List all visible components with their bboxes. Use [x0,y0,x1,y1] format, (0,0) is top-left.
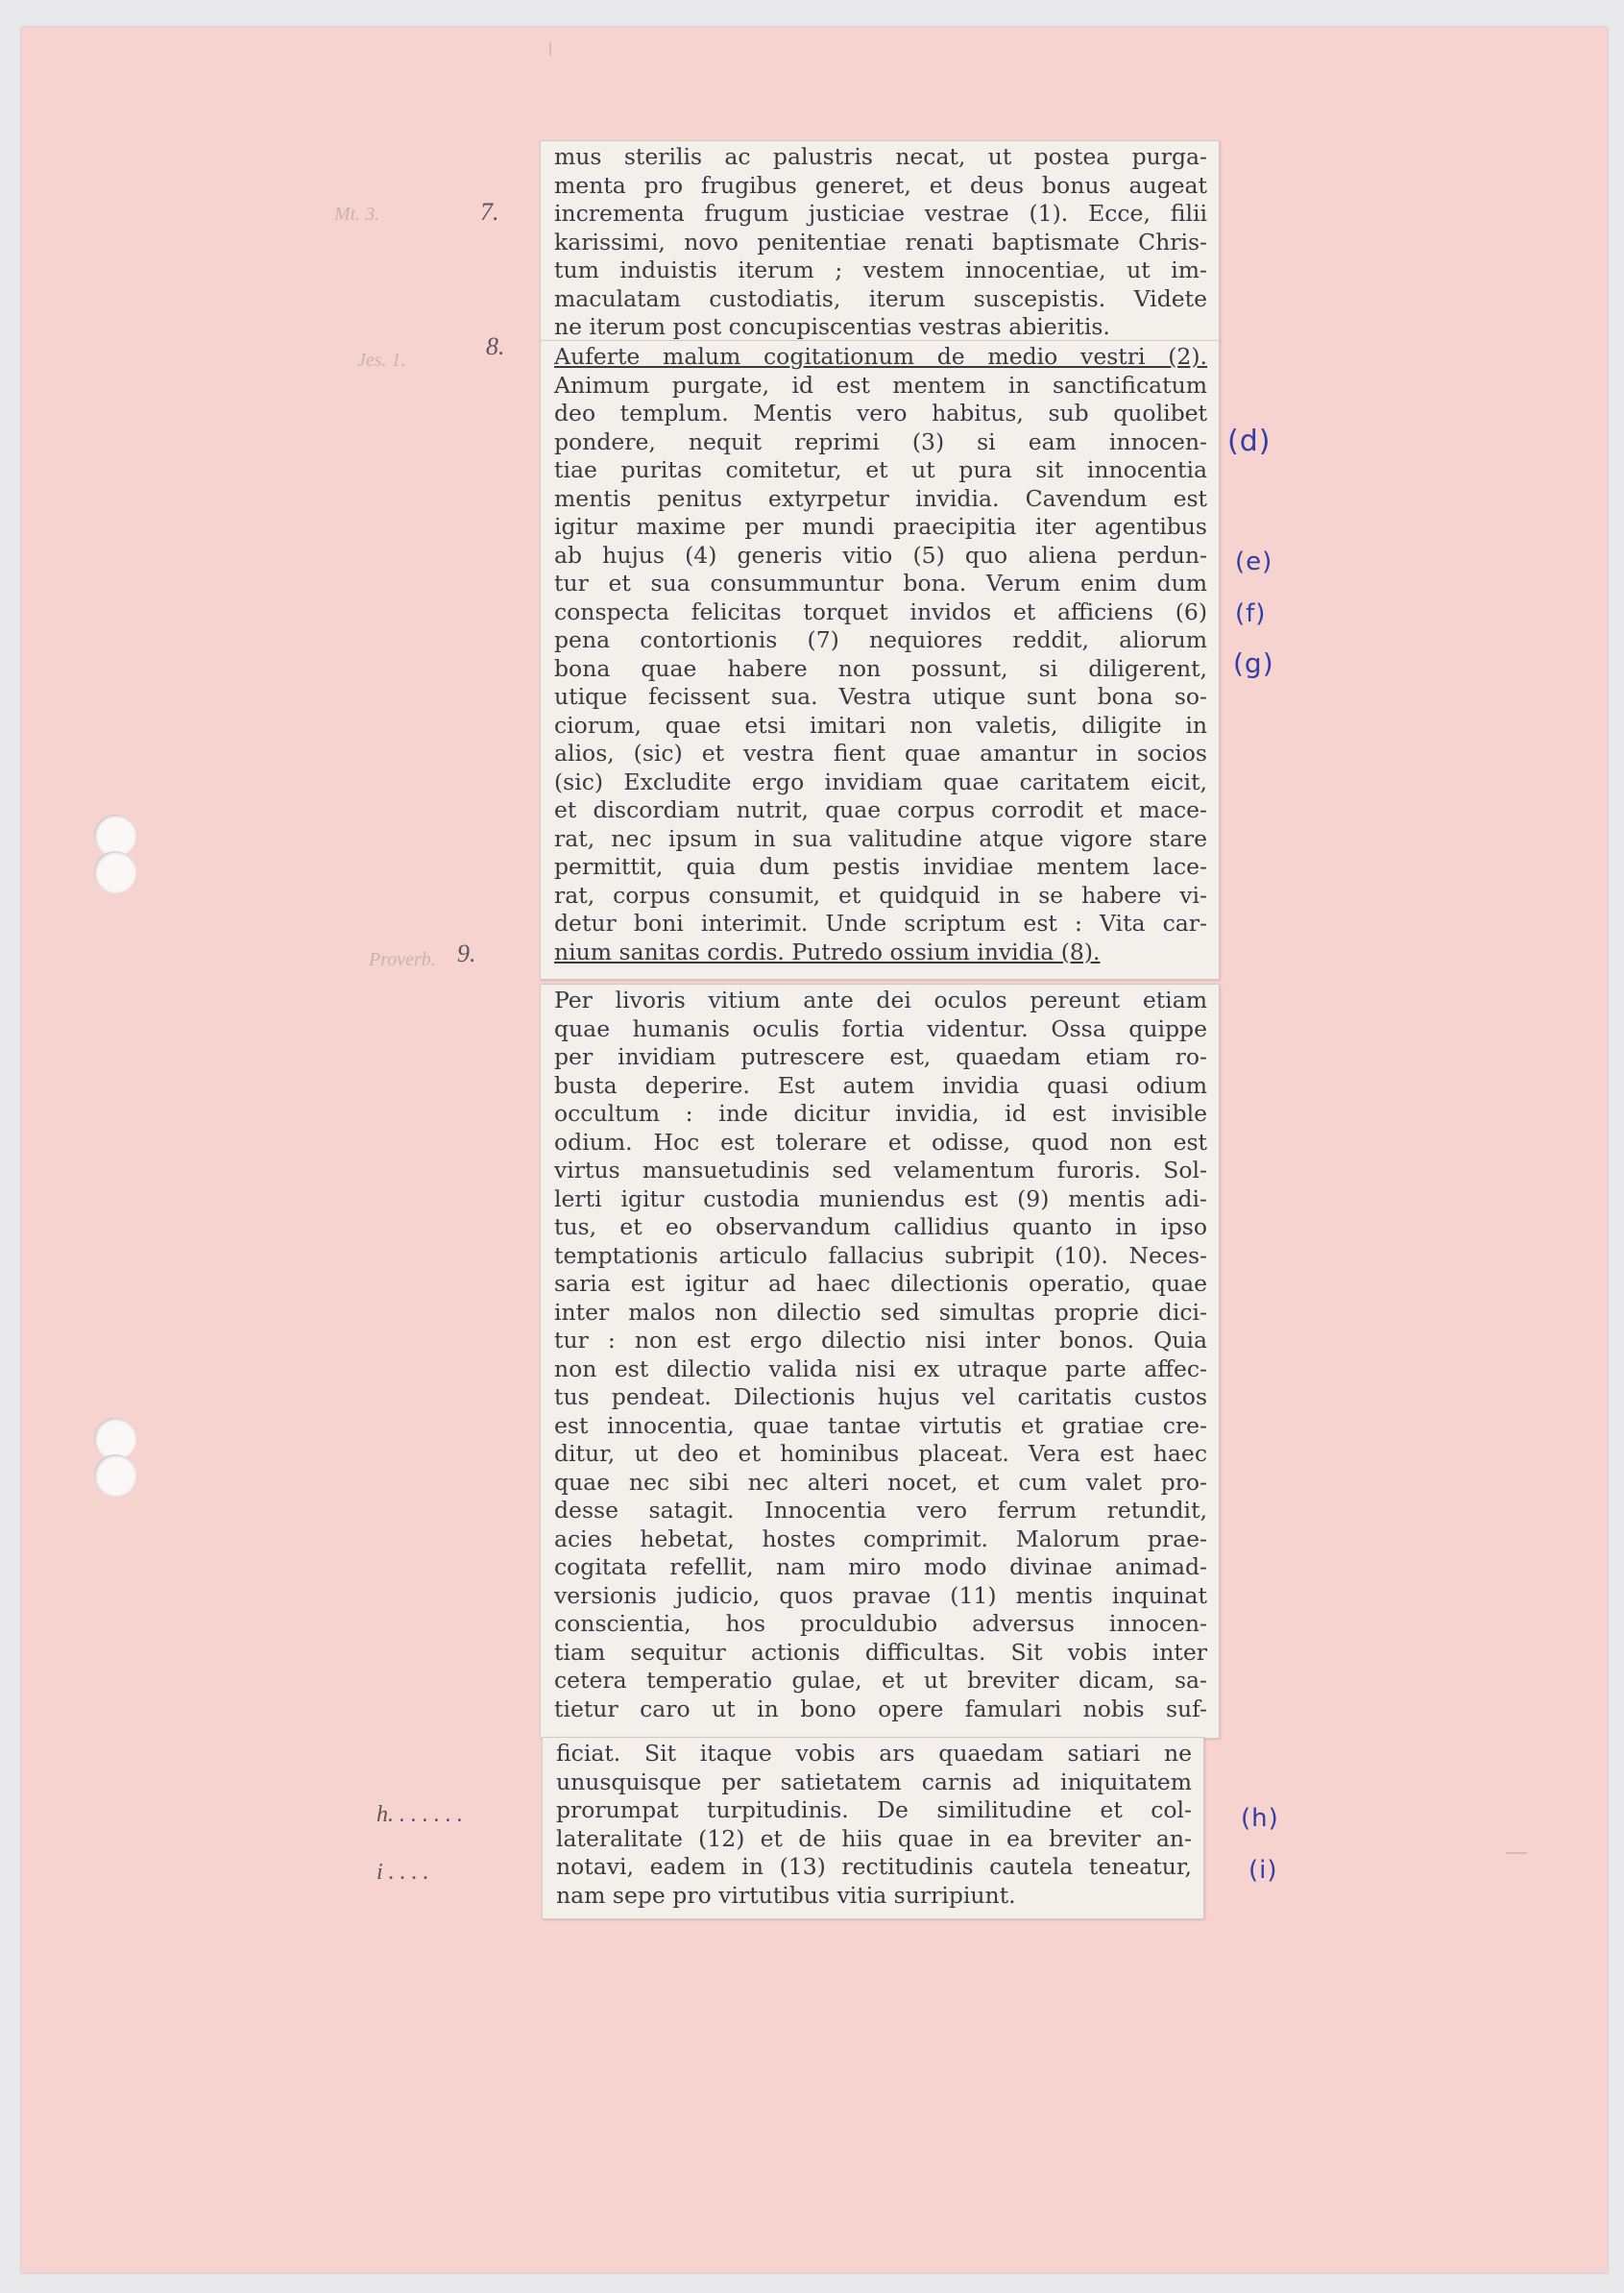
text-line: pondere, nequit reprimi (3) si eam innocen- [554,427,1207,455]
text-line: bona quae habere non possunt, si diligerent, [554,654,1207,682]
margin-note-h: h. . . . . . . [376,1802,463,1827]
text-line: mentis penitus extyrpetur invidia. Cavendum est [554,484,1207,512]
faint-margin-note: Jes. 1. [357,350,406,371]
text-clipping-1 [540,140,1220,342]
text-line: lateralitate (12) et de hiis quae in ea breviter an- [556,1824,1192,1852]
margin-note-i: i . . . . [376,1860,429,1885]
text-line: deo templum. Mentis vero habitus, sub quolibet [554,400,1207,427]
margin-ref: (g) [1233,647,1274,679]
text-line: utique fecissent sua. Vestra utique sunt bona so- [554,683,1207,710]
text-clipping-2 [540,340,1220,980]
text-line: tus pendeat. Dilectionis hujus vel caritatis custos [554,1383,1207,1410]
text-line: Auferte malum cogitationum de medio vestri (2). [554,343,1207,370]
text-line: Per livoris vitium ante dei oculos pereunt etiam [554,987,1207,1013]
margin-ref: (i) [1248,1856,1278,1885]
margin-ref: (f) [1235,599,1267,628]
text-line: detur boni interimit. Unde scriptum est : Vita car- [554,910,1207,937]
text-line: acies hebetat, hostes comprimit. Malorum prae- [554,1525,1207,1552]
text-line: saria est igitur ad haec dilectionis operatio, quae [554,1270,1207,1297]
text-line: nium sanitas cordis. Putredo ossium invidia (8). [554,938,1101,965]
text-line: mus sterilis ac palustris necat, ut postea purga- [554,143,1207,170]
text-line: inter malos non dilectio sed simultas proprie dici- [554,1298,1207,1326]
scan-speck [549,42,551,56]
text-line: quae humanis oculis fortia videntur. Ossa quippe [554,1014,1207,1042]
text-line: tum induistis iterum ; vestem innocentiae, ut im- [554,256,1207,283]
text-line: nam sepe pro virtutibus vitia surripiunt. [556,1881,1016,1909]
text-line: pena contortionis (7) nequiores reddit, aliorum [554,626,1207,653]
text-line: ciorum, quae etsi imitari non valetis, diligite in [554,711,1207,739]
text-line: permittit, quia dum pestis invidiae mentem lace- [554,853,1207,880]
text-line: ab hujus (4) generis vitio (5) quo aliena perdun- [554,541,1207,569]
text-line: ficiat. Sit itaque vobis ars quaedam satiari ne [556,1740,1192,1767]
text-clipping-4 [542,1737,1204,1919]
text-line: tietur caro ut in bono opere famulari nobis suf- [554,1695,1207,1722]
text-line: est innocentia, quae tantae virtutis et gratiae cre- [554,1411,1207,1439]
margin-ref: (e) [1235,548,1273,576]
text-line: cetera temperatio gulae, et ut breviter dicam, sa- [554,1667,1207,1694]
margin-ref: (d) [1227,425,1272,458]
text-line: versionis judicio, quos pravae (11) mentis inquinat [554,1581,1207,1609]
text-line: lerti igitur custodia muniendus est (9) mentis adi- [554,1184,1207,1212]
text-line: karissimi, novo penitentiae renati baptismate Chris- [554,228,1207,256]
text-line: virtus mansuetudinis sed velamentum furoris. Sol- [554,1157,1207,1183]
text-line: notavi, eadem in (13) rectitudinis cautela teneatur, [556,1853,1192,1880]
text-clipping-3 [540,984,1220,1739]
text-line: prorumpat turpitudinis. De similitudine et col- [556,1796,1192,1823]
text-line: Animum purgate, id est mentem in sanctificatum [554,371,1207,399]
text-line: tus, et eo observandum callidius quanto in ipso [554,1213,1207,1240]
text-line: non est dilectio valida nisi ex utraque parte affec- [554,1354,1207,1382]
text-line: rat, nec ipsum in sua valitudine atque vigore stare [554,824,1207,852]
text-line: occultum : inde dicitur invidia, id est invisible [554,1100,1207,1127]
text-line: tiae puritas comitetur, et ut pura sit innocentia [554,456,1207,483]
scan-speck [1506,1852,1527,1854]
text-line: (sic) Excludite ergo invidiam quae caritatem eicit, [554,768,1207,795]
margin-note-number: 7. [480,198,499,226]
text-line: tur et sua consummuntur bona. Verum enim dum [554,570,1207,597]
text-line: maculatam custodiatis, iterum suscepistis. Videte [554,284,1207,312]
text-line: per invidiam putrescere est, quaedam etiam ro- [554,1043,1207,1070]
text-line: unusquisque per satietatem carnis ad iniquitatem [556,1768,1192,1795]
text-line: menta pro frugibus generet, et deus bonus augeat [554,171,1207,199]
text-line: rat, corpus consumit, et quidquid in se habere vi- [554,881,1207,909]
text-line: igitur maxime per mundi praecipitia iter agentibus [554,513,1207,540]
text-line: odium. Hoc est tolerare et odisse, quod non est [554,1128,1207,1156]
margin-note-number: 9. [457,939,476,967]
text-line: desse satagit. Innocentia vero ferrum retundit, [554,1497,1207,1524]
text-line: conscientia, hos proculdubio adversus innocen- [554,1610,1207,1637]
text-line: incrementa frugum justiciae vestrae (1). Ecce, filii [554,200,1207,227]
text-line: temptationis articulo fallacius subripit (10). Neces- [554,1241,1207,1269]
text-line: ne iterum post concupiscentias vestras abieritis. [554,313,1110,340]
punch-hole [94,1454,136,1497]
text-line: tiam sequitur actionis difficultas. Sit vobis inter [554,1638,1207,1666]
margin-note-number: 8. [486,332,505,360]
faint-margin-note: Proverb. [369,949,436,970]
text-line: quae nec sibi nec alteri nocet, et cum valet pro- [554,1468,1207,1496]
margin-ref: (h) [1241,1804,1279,1833]
text-line: tur : non est ergo dilectio nisi inter bonos. Quia [554,1327,1207,1354]
text-line: busta deperire. Est autem invidia quasi odium [554,1071,1207,1099]
punch-hole [94,851,136,893]
text-line: alios, (sic) et vestra fient quae amantur in socios [554,740,1207,767]
text-line: et discordiam nutrit, quae corpus corrodit et mace- [554,796,1207,823]
text-line: ditur, ut deo et hominibus placeat. Vera est haec [554,1440,1207,1467]
text-line: conspecta felicitas torquet invidos et afficiens (6) [554,598,1207,625]
faint-margin-note: Mt. 3. [334,204,380,225]
text-line: cogitata refellit, nam miro modo divinae animad- [554,1553,1207,1580]
